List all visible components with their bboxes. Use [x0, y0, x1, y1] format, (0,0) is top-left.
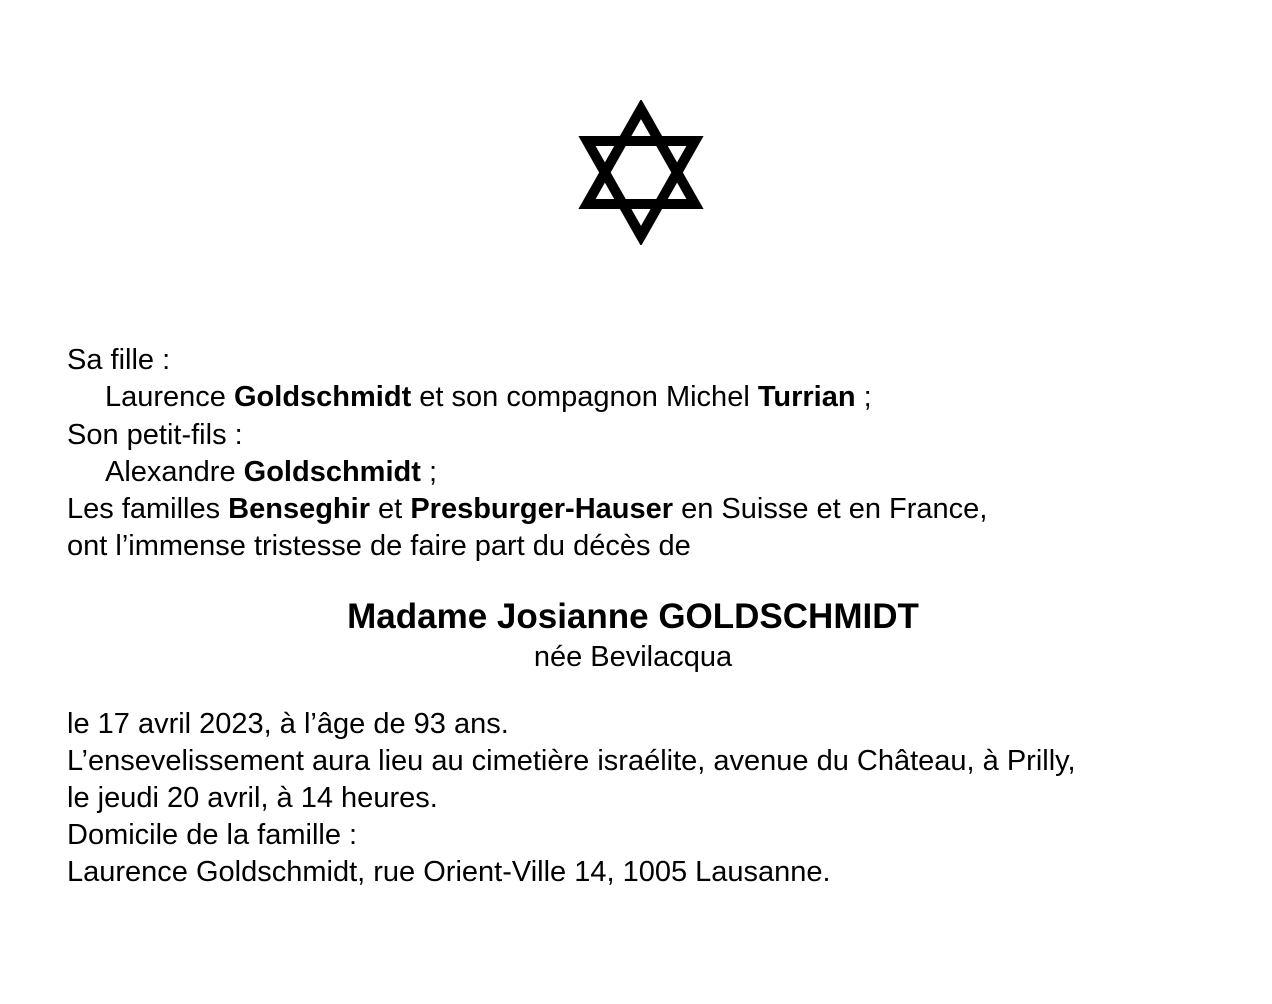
daughter-first-name: Laurence	[105, 381, 234, 414]
grandson-last-name: Goldschmidt	[243, 455, 421, 488]
families-conjunction: et	[370, 493, 411, 526]
daughter-last-name: Goldschmidt	[234, 381, 412, 414]
grandson-line	[67, 454, 1247, 491]
grandson-heading: Son petit-fils :	[67, 418, 243, 451]
family-address: Laurence Goldschmidt, rue Orient-Ville 14, 1005 Lausanne.	[67, 856, 831, 888]
funeral-details	[67, 706, 1247, 891]
star-of-david-icon	[578, 100, 704, 245]
daughter-heading: Sa fille :	[67, 344, 171, 376]
announcement-text: ont l’immense tristesse de faire part du décès de	[67, 530, 691, 563]
family-name-presburger-hauser: Presburger-Hauser	[410, 493, 674, 526]
companion-text: et son compagnon Michel	[411, 381, 758, 414]
grandson-first-name: Alexandre	[105, 455, 244, 488]
death-date: le 17 avril 2023, à l’âge de 93 ans.	[67, 708, 509, 740]
families-line	[67, 491, 1247, 528]
companion-last-name: Turrian	[757, 381, 856, 414]
deceased-name: Madame Josianne GOLDSCHMIDT	[347, 597, 919, 636]
maiden-name: née Bevilacqua	[533, 641, 733, 673]
families-prefix: Les familles	[67, 493, 229, 526]
burial-time: le jeudi 20 avril, à 14 heures.	[67, 782, 438, 814]
daughter-line-end: ;	[855, 381, 872, 414]
burial-location: L’ensevelissement aura lieu au cimetière israélite, avenue du Château, à Prilly,	[67, 745, 1076, 777]
families-suffix: en Suisse et en France,	[673, 493, 988, 526]
address-heading: Domicile de la famille :	[67, 819, 358, 851]
family-name-benseghir: Benseghir	[228, 493, 370, 526]
grandson-line-end: ;	[420, 455, 438, 488]
family-announcement	[67, 342, 1247, 566]
daughter-line	[67, 379, 1247, 416]
